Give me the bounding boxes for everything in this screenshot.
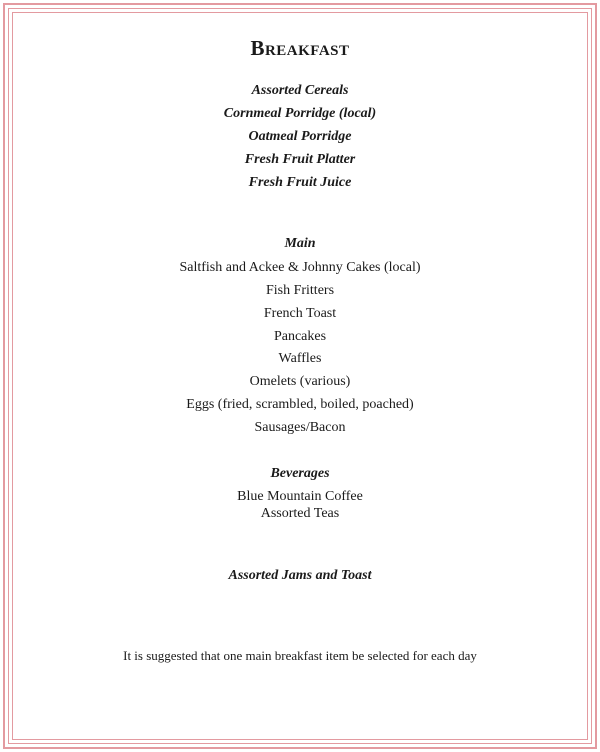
starter-item: Assorted Cereals: [251, 83, 349, 98]
main-item: Saltfish and Ackee & Johnny Cakes (local): [179, 260, 421, 275]
main-item: Fish Fritters: [265, 283, 335, 298]
main-item: Waffles: [278, 351, 322, 366]
main-item: Sausages/Bacon: [254, 420, 346, 435]
starter-item: Fresh Fruit Platter: [244, 152, 356, 167]
beverage-item: Assorted Teas: [260, 506, 340, 521]
footnote: It is suggested that one main breakfast item be selected for each day: [123, 648, 477, 663]
starter-item: Fresh Fruit Juice: [248, 175, 352, 190]
main-item: Eggs (fried, scrambled, boiled, poached): [186, 397, 414, 412]
starter-item: Oatmeal Porridge: [248, 129, 352, 144]
starter-item: Cornmeal Porridge (local): [223, 106, 377, 121]
main-heading: Main: [284, 236, 316, 251]
beverage-item: Blue Mountain Coffee: [237, 489, 363, 504]
page-title: Breakfast: [250, 36, 350, 60]
extras-item: Assorted Jams and Toast: [228, 568, 372, 583]
main-item: Pancakes: [273, 329, 327, 344]
main-item: French Toast: [263, 306, 337, 321]
beverages-heading: Beverages: [270, 466, 330, 481]
main-item: Omelets (various): [249, 374, 351, 389]
